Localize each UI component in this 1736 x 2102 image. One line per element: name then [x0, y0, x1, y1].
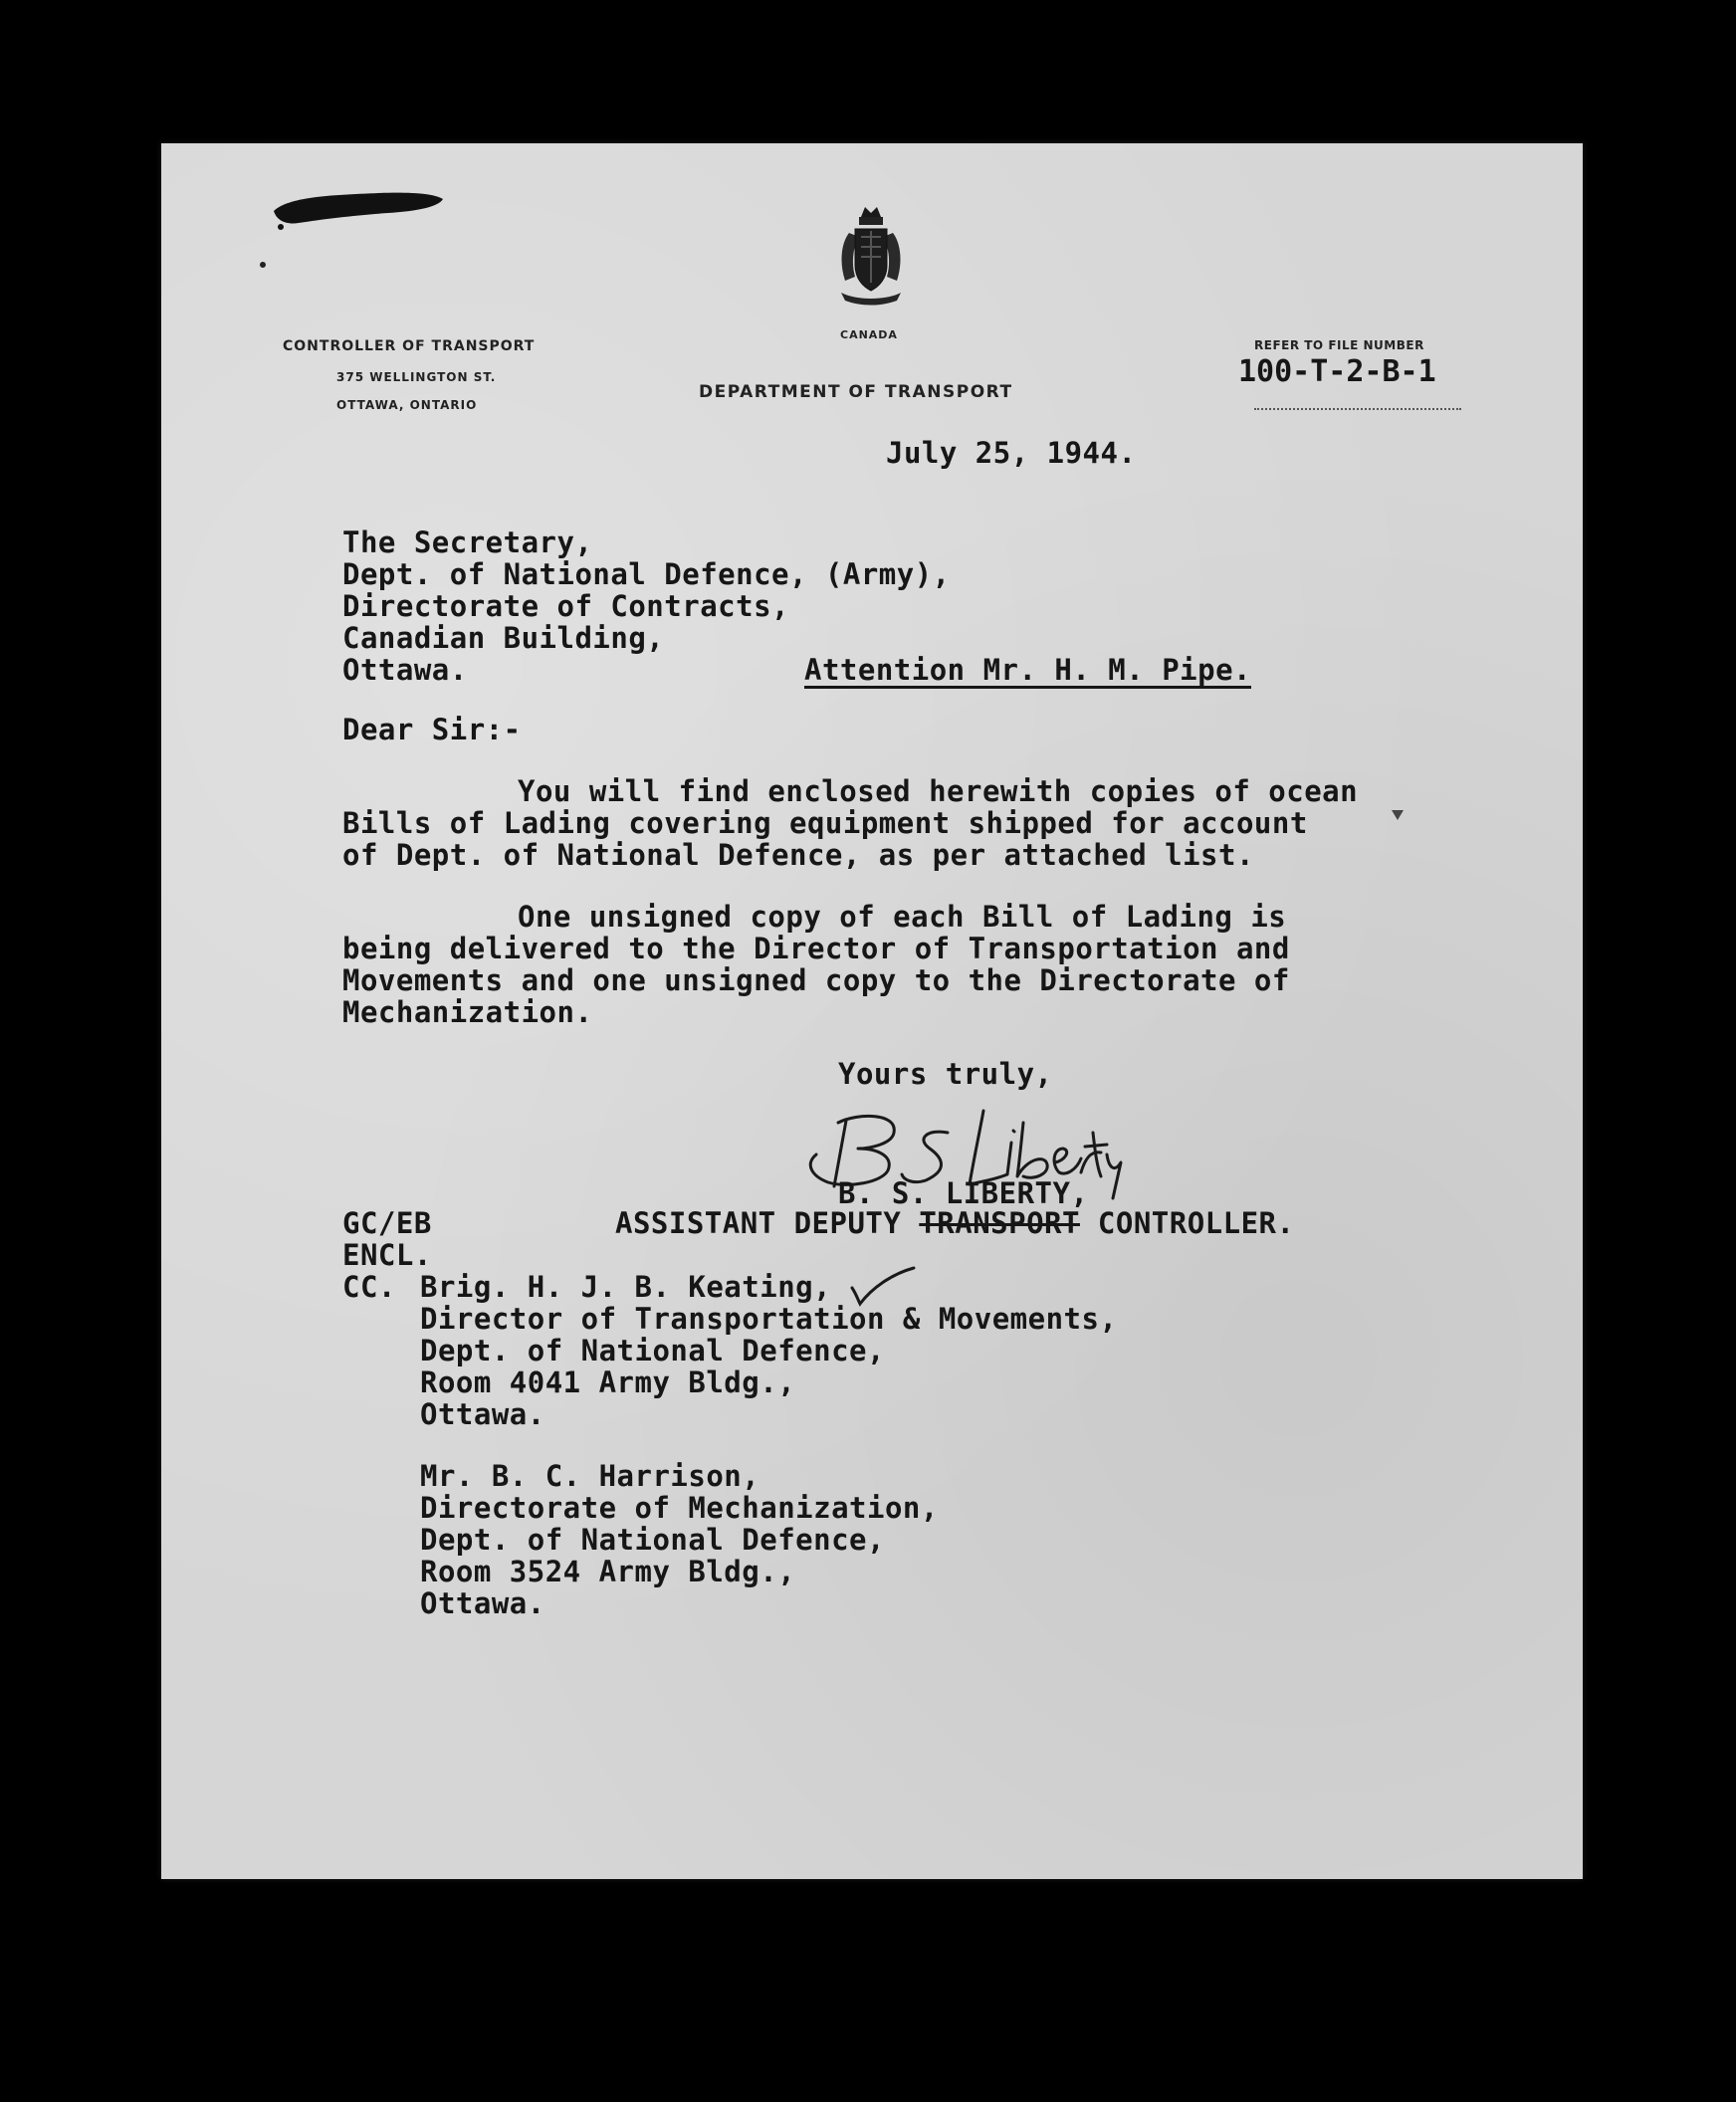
- letterhead-city: OTTAWA, ONTARIO: [336, 398, 478, 412]
- cc-recipient-1-line-5: Ottawa.: [420, 1397, 545, 1431]
- recipient-line-5: Ottawa.: [342, 653, 468, 687]
- canada-coat-of-arms-icon: [831, 203, 911, 313]
- signer-title-struck: TRANSPORT: [919, 1206, 1080, 1240]
- cc-recipient-2-line-2: Directorate of Mechanization,: [420, 1491, 939, 1525]
- letter-date: July 25, 1944.: [886, 436, 1137, 470]
- cc-recipient-1-line-4: Room 4041 Army Bldg.,: [420, 1366, 796, 1399]
- enclosure-note: ENCL.: [342, 1238, 432, 1272]
- body-p1-line-3: of Dept. of National Defence, as per attached list.: [342, 838, 1254, 872]
- cc-recipient-1-line-1: Brig. H. J. B. Keating,: [420, 1270, 832, 1304]
- body-p1-line-2: Bills of Lading covering equipment shipped for account: [342, 806, 1308, 840]
- letterhead-department: DEPARTMENT OF TRANSPORT: [699, 382, 1013, 402]
- recipient-line-4: Canadian Building,: [342, 621, 665, 655]
- signer-name: B. S. LIBERTY,: [838, 1176, 1089, 1210]
- attention-line: Attention Mr. H. M. Pipe.: [804, 653, 1251, 687]
- cc-recipient-2-line-3: Dept. of National Defence,: [420, 1523, 885, 1557]
- cc-recipient-1-line-3: Dept. of National Defence,: [420, 1334, 885, 1367]
- signer-title: [615, 1206, 1294, 1240]
- letterhead-controller: CONTROLLER OF TRANSPORT: [283, 338, 536, 354]
- cc-recipient-2-line-4: Room 3524 Army Bldg.,: [420, 1555, 796, 1588]
- cc-recipient-1-line-2: Director of Transportation & Movements,: [420, 1302, 1118, 1336]
- salutation: Dear Sir:-: [342, 713, 522, 746]
- ink-dot: [259, 261, 267, 269]
- cc-recipient-2-line-1: Mr. B. C. Harrison,: [420, 1459, 760, 1493]
- file-number: 100-T-2-B-1: [1238, 354, 1436, 389]
- letter-paper: [161, 143, 1583, 1879]
- signer-title-prefix: ASSISTANT DEPUTY: [615, 1206, 920, 1240]
- margin-mark: [1390, 806, 1406, 822]
- body-p2-line-2: being delivered to the Director of Transportation and: [342, 932, 1290, 965]
- letterhead-street: 375 WELLINGTON ST.: [336, 370, 497, 384]
- body-p1-line-1: You will find enclosed herewith copies of ocean: [518, 774, 1359, 808]
- crest-label: CANADA: [840, 328, 898, 341]
- body-p2-line-4: Mechanization.: [342, 995, 593, 1029]
- closing: Yours truly,: [838, 1057, 1053, 1091]
- recipient-line-2: Dept. of National Defence, (Army),: [342, 557, 951, 591]
- file-number-dotted-line: [1254, 408, 1461, 410]
- cc-label: CC.: [342, 1270, 396, 1304]
- recipient-line-3: Directorate of Contracts,: [342, 589, 789, 623]
- cc-recipient-2-line-5: Ottawa.: [420, 1586, 545, 1620]
- signer-title-suffix: CONTROLLER.: [1079, 1206, 1295, 1240]
- body-p2-line-1: One unsigned copy of each Bill of Lading is: [518, 900, 1287, 934]
- typist-initials: GC/EB: [342, 1206, 432, 1240]
- body-p2-line-3: Movements and one unsigned copy to the Directorate of: [342, 963, 1290, 997]
- recipient-line-1: The Secretary,: [342, 526, 593, 559]
- refer-label: REFER TO FILE NUMBER: [1254, 338, 1424, 352]
- ink-blot-mark: [269, 183, 448, 233]
